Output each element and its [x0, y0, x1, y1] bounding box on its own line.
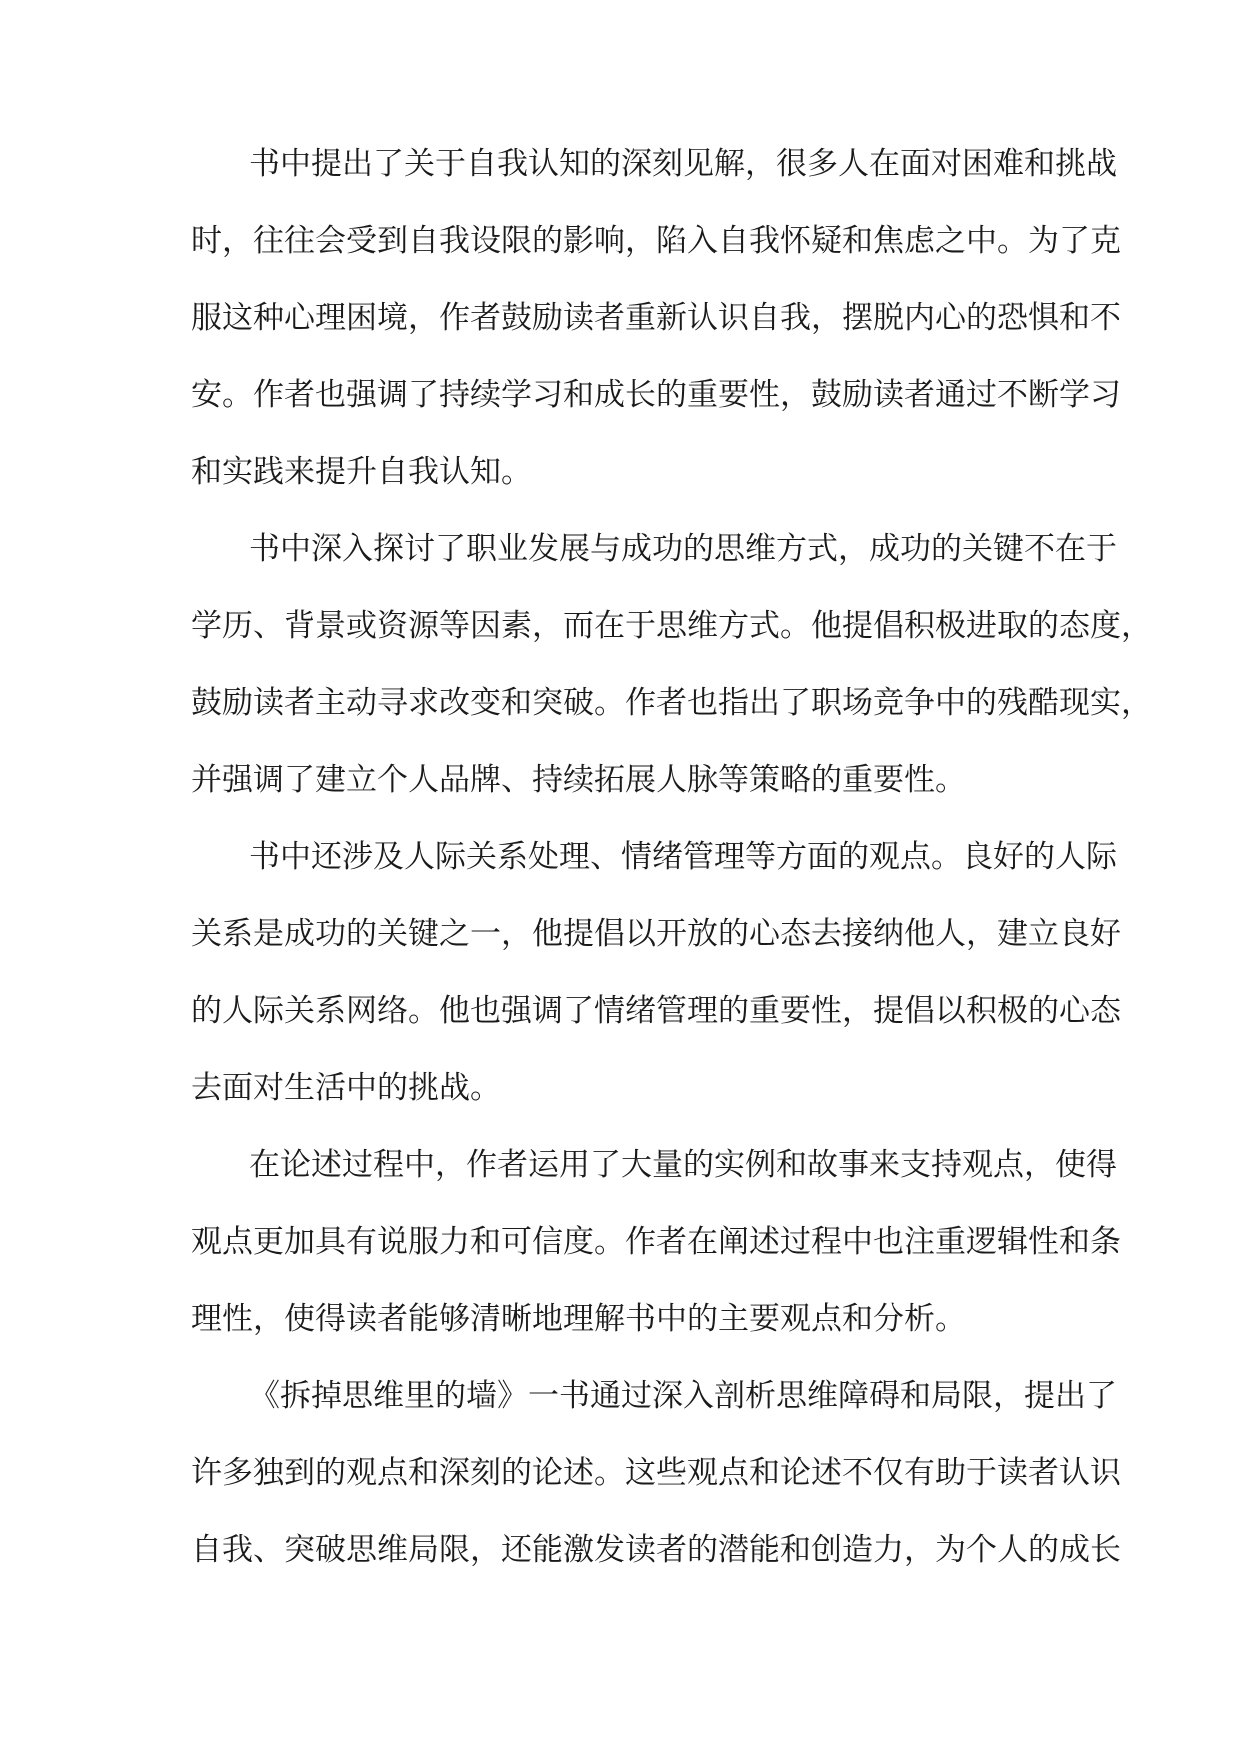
text-line: 去面对生活中的挑战。 [191, 1070, 501, 1106]
text-line: 理性，使得读者能够清晰地理解书中的主要观点和分析。 [191, 1301, 966, 1337]
text-line: 观点更加具有说服力和可信度。作者在阐述过程中也注重逻辑性和条 [191, 1224, 1121, 1260]
text-line: 许多独到的观点和深刻的论述。这些观点和论述不仅有助于读者认识 [191, 1455, 1121, 1491]
text-line: 关系是成功的关键之一，他提倡以开放的心态去接纳他人，建立良好 [191, 916, 1121, 952]
text-line: 并强调了建立个人品牌、持续拓展人脉等策略的重要性。 [191, 762, 966, 798]
text-line: 自我、突破思维局限，还能激发读者的潜能和创造力，为个人的成长 [191, 1532, 1121, 1568]
text-line: 《拆掉思维里的墙》一书通过深入剖析思维障碍和局限，提出了 [249, 1378, 1117, 1414]
text-line: 书中还涉及人际关系处理、情绪管理等方面的观点。良好的人际 [249, 839, 1117, 875]
text-line: 和实践来提升自我认知。 [191, 454, 532, 490]
text-line: 在论述过程中，作者运用了大量的实例和故事来支持观点，使得 [249, 1147, 1117, 1183]
text-line: 时，往往会受到自我设限的影响，陷入自我怀疑和焦虑之中。为了克 [191, 223, 1121, 259]
text-line: 书中提出了关于自我认知的深刻见解，很多人在面对困难和挑战 [249, 146, 1117, 182]
text-line: 的人际关系网络。他也强调了情绪管理的重要性，提倡以积极的心态 [191, 993, 1121, 1029]
text-line: 服这种心理困境，作者鼓励读者重新认识自我，摆脱内心的恐惧和不 [191, 300, 1121, 336]
text-line: 安。作者也强调了持续学习和成长的重要性，鼓励读者通过不断学习 [191, 377, 1121, 413]
text-line: 鼓励读者主动寻求改变和突破。作者也指出了职场竞争中的残酷现实， [191, 685, 1152, 721]
text-line: 书中深入探讨了职业发展与成功的思维方式，成功的关键不在于 [249, 531, 1117, 567]
text-line: 学历、背景或资源等因素，而在于思维方式。他提倡积极进取的态度， [191, 608, 1152, 644]
